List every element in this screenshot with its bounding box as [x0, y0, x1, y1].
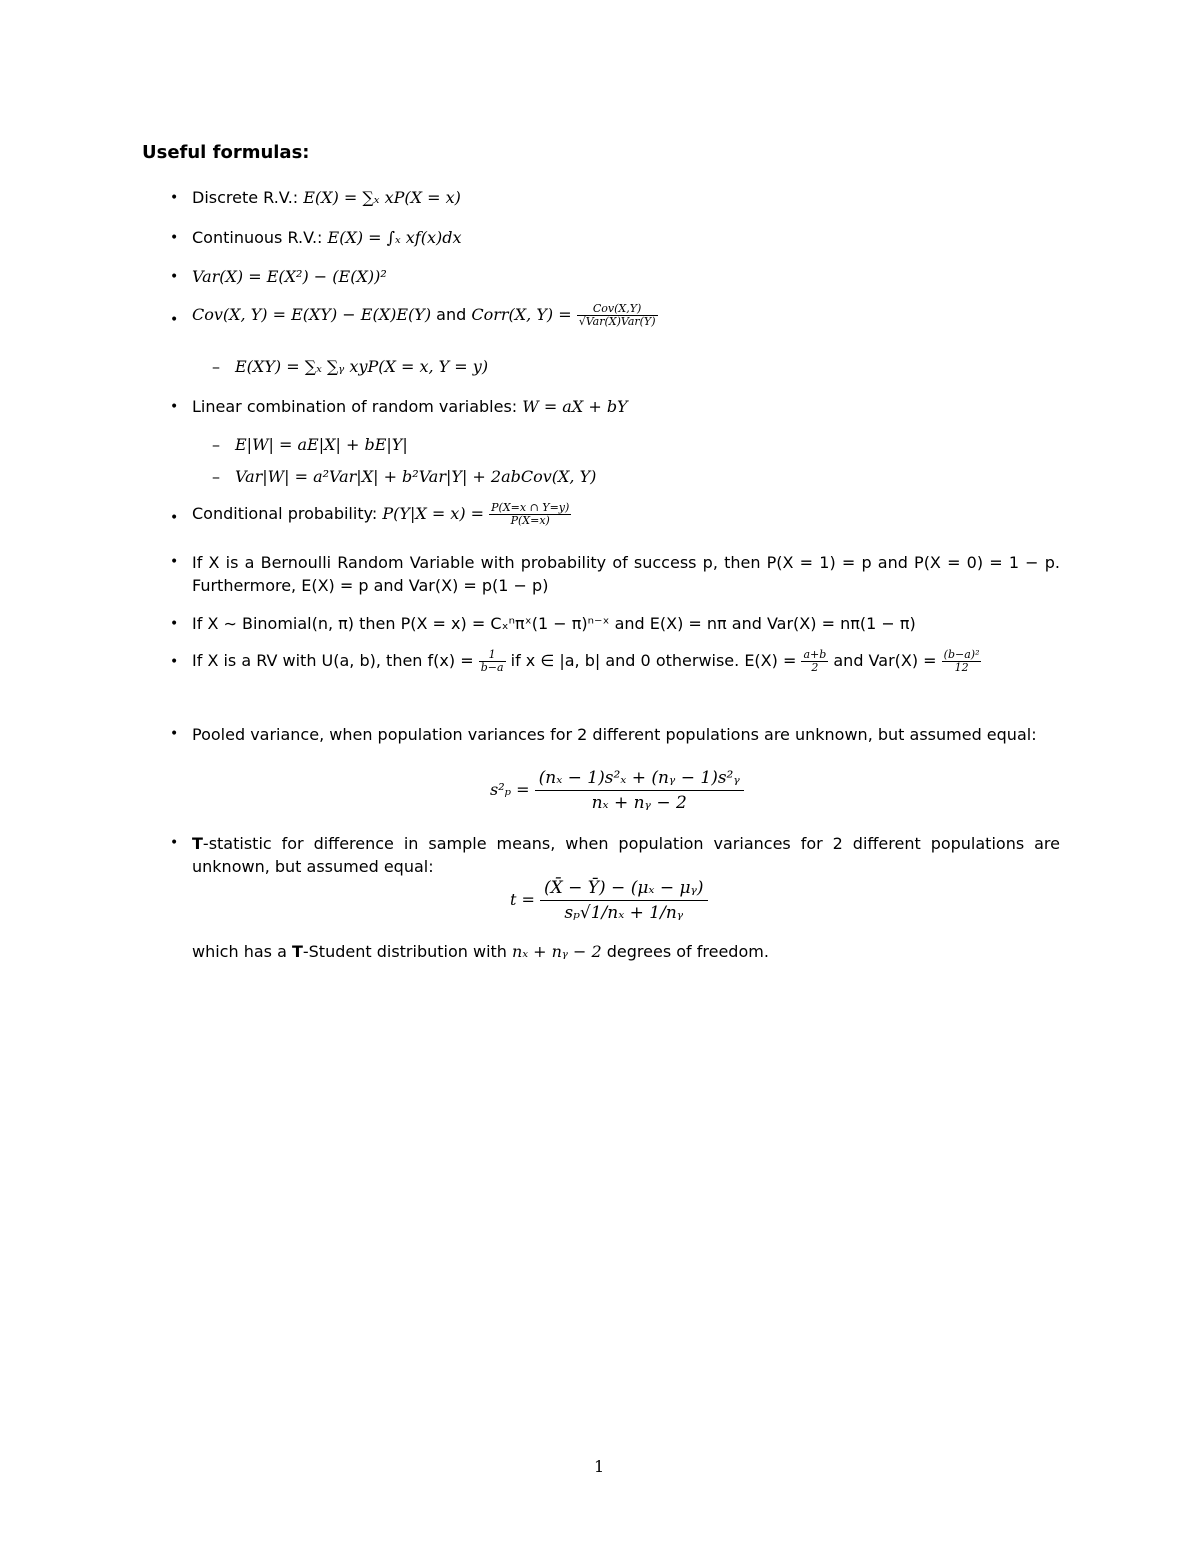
- tdist-text-3: degrees of freedom.: [601, 942, 769, 961]
- uniform-density-denominator: b−a: [480, 661, 504, 674]
- discrete-label: Discrete R.V.:: [192, 188, 304, 207]
- uniform-density-fraction: [479, 649, 506, 674]
- tstat-equation: [510, 876, 708, 925]
- tdist-formula: nₓ + nᵧ − 2: [512, 942, 602, 961]
- exy-line: [235, 356, 488, 378]
- continuous-formula: E(X) = ∫ₓ xf(x)dx: [327, 228, 462, 247]
- tstat-denominator: sₚ√1/nₓ + 1/nᵧ: [564, 903, 684, 923]
- corr-denominator: √Var(X)Var(Y): [578, 315, 656, 328]
- conditional-probability-line: [192, 502, 571, 527]
- conditional-denominator: P(X=x): [510, 514, 550, 527]
- corr-fraction: [577, 303, 658, 328]
- pooled-denominator: nₓ + nᵧ − 2: [591, 793, 687, 813]
- corr-left: Corr(X, Y) =: [471, 305, 577, 324]
- bullet-icon: •: [170, 190, 179, 206]
- uniform-variance-denominator: 12: [954, 661, 969, 674]
- uniform-variance-fraction: [942, 649, 982, 674]
- bullet-icon: •: [170, 835, 179, 851]
- tdist-bold-t: T: [291, 942, 303, 961]
- bullet-icon: •: [170, 616, 179, 632]
- linear-combination-line: [192, 396, 628, 418]
- uniform-mean-fraction: [801, 649, 828, 674]
- tdist-line: [192, 941, 769, 963]
- bullet-icon: •: [170, 554, 179, 570]
- binomial-line: If X ∼ Binomial(n, π) then P(X = x) = Cₓⁿπˣ(1 − π)ⁿ⁻ˣ and E(X) = nπ and Var(X) = nπ(1 − π): [192, 614, 916, 633]
- discrete-rv-line: [192, 187, 461, 209]
- and-text: and: [431, 305, 472, 324]
- bullet-icon: •: [170, 269, 179, 285]
- page-number: 1: [594, 1457, 605, 1476]
- conditional-fraction: [489, 502, 571, 527]
- linear-label: Linear combination of random variables:: [192, 397, 523, 416]
- cov-formula: Cov(X, Y) = E(XY) − E(X)E(Y): [192, 305, 432, 324]
- bernoulli-paragraph: If X is a Bernoulli Random Variable with probability of success p, then P(X = 1) = p and P(X = 0) = 1 − p. Furthermore, E(X) = p and Var(X) = p(1 − p): [192, 553, 1060, 595]
- tdist-text-2: -Student distribution with: [302, 942, 513, 961]
- section-heading: Useful formulas:: [142, 142, 310, 163]
- tstat-left: t =: [510, 890, 541, 909]
- exy-formula: E(XY) = ∑ₓ ∑ᵧ xyP(X = x, Y = y): [235, 357, 489, 376]
- bullet-icon: •: [170, 726, 179, 742]
- dash-icon: –: [212, 467, 220, 486]
- conditional-numerator: P(X=x ∩ Y=y): [491, 501, 570, 514]
- corr-numerator: Cov(X,Y): [577, 303, 658, 316]
- linear-expectation-formula: E|W| = aE|X| + bE|Y|: [235, 435, 408, 454]
- tstat-fraction: [540, 876, 708, 925]
- continuous-label: Continuous R.V.:: [192, 228, 328, 247]
- discrete-formula: E(X) = ∑ₓ xP(X = x): [303, 188, 461, 207]
- uniform-mean-numerator: a+b: [803, 648, 827, 661]
- uniform-text-2: if x ∈ |a, b| and 0 otherwise. E(X) =: [505, 651, 802, 670]
- bullet-icon: •: [170, 510, 179, 526]
- bullet-icon: •: [170, 230, 179, 246]
- uniform-text-1: If X is a RV with U(a, b), then f(x) =: [192, 651, 479, 670]
- tstat-bold-t: T: [192, 834, 203, 853]
- linear-variance-formula: Var|W| = a²Var|X| + b²Var|Y| + 2abCov(X, Y): [235, 467, 597, 486]
- covariance-line: [192, 303, 658, 328]
- linear-expectation-line: [235, 434, 408, 456]
- continuous-rv-line: [192, 227, 461, 249]
- dash-icon: –: [212, 435, 220, 454]
- bullet-icon: •: [170, 399, 179, 415]
- variance-line: [192, 266, 387, 288]
- tstat-paragraph: [192, 832, 1060, 878]
- dash-icon: –: [212, 357, 220, 376]
- pooled-numerator: (nₓ − 1)s²ₓ + (nᵧ − 1)s²ᵧ: [535, 766, 744, 791]
- tstat-numerator: (X̄ − Ȳ) − (μₓ − μᵧ): [540, 876, 708, 901]
- pooled-fraction: [535, 766, 744, 815]
- uniform-variance-numerator: (b−a)²: [943, 648, 980, 661]
- uniform-density-numerator: 1: [479, 649, 506, 662]
- tstat-text: -statistic for difference in sample means, when population variances for 2 different populations are unknown, but assumed equal:: [192, 834, 1060, 876]
- bullet-icon: •: [170, 312, 179, 328]
- conditional-label: Conditional probability:: [192, 504, 383, 523]
- pooled-left: s²ₚ =: [490, 780, 535, 799]
- conditional-left: P(Y|X = x) =: [382, 504, 490, 523]
- pooled-variance-paragraph: Pooled variance, when population variances for 2 different populations are unknown, but assumed equal:: [192, 725, 1037, 744]
- variance-formula: Var(X) = E(X²) − (E(X))²: [192, 267, 387, 286]
- pooled-variance-equation: [490, 766, 744, 815]
- bullet-icon: •: [170, 654, 179, 670]
- tdist-text-1: which has a: [192, 942, 292, 961]
- linear-formula: W = aX + bY: [522, 397, 628, 416]
- linear-variance-line: [235, 466, 596, 488]
- uniform-text-3: and Var(X) =: [828, 651, 942, 670]
- uniform-paragraph: [192, 646, 1060, 676]
- uniform-mean-denominator: 2: [811, 661, 819, 674]
